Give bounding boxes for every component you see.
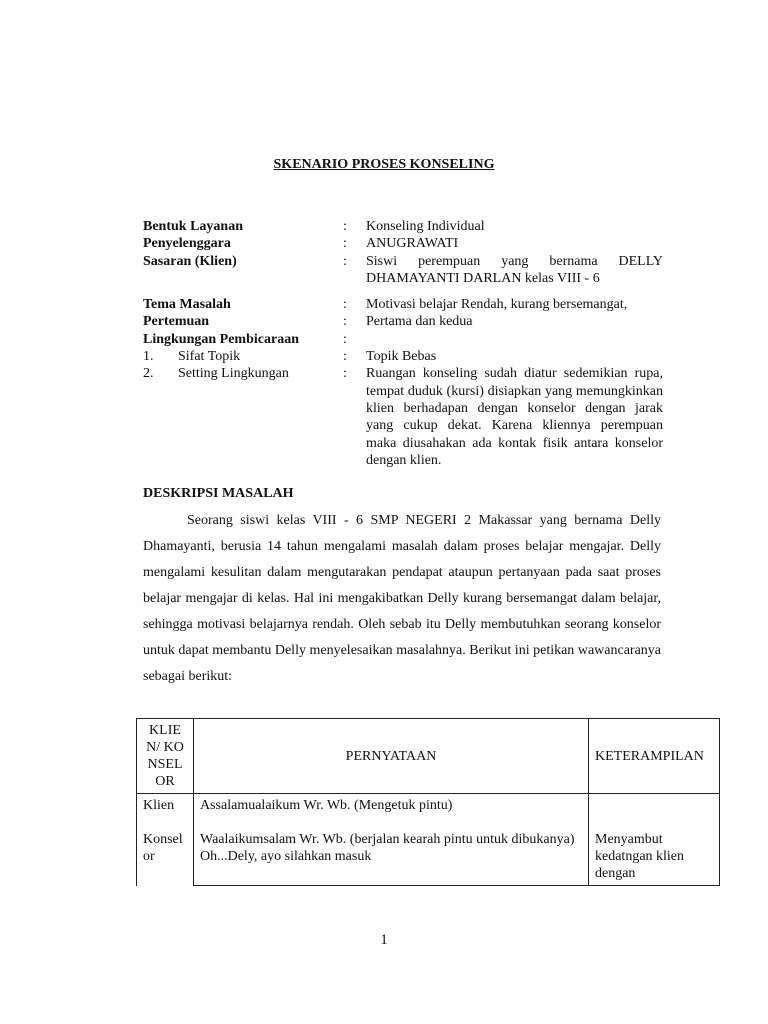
info-value: Siswi perempuan yang bernama DELLY DHAMAYANTI DARLAN kelas VIII - 6 xyxy=(366,253,663,286)
info-label xyxy=(143,365,343,469)
info-colon: : xyxy=(343,253,347,269)
document-title: SKENARIO PROSES KONSELING xyxy=(273,157,495,172)
info-row-sifat xyxy=(143,348,663,365)
info-colon: : xyxy=(343,219,347,234)
info-label: Tema Masalah xyxy=(143,297,231,313)
role-cell: Klien xyxy=(143,798,175,813)
table-header-row xyxy=(137,719,720,794)
info-label: Pertemuan xyxy=(143,314,210,330)
info-colon: : xyxy=(343,314,347,330)
info-label: Lingkungan Pembicaraan xyxy=(143,331,299,347)
section-heading: DESKRIPSI MASALAH xyxy=(143,486,294,501)
info-value: Konseling Individual xyxy=(366,219,485,234)
skill-cell xyxy=(595,797,713,814)
info-row-penyelenggara xyxy=(143,235,663,252)
statement-cell: Waalaikumsalam Wr. Wb. (berjalan kearah pintu untuk dibukanya) Oh...Dely, ayo silahkan masuk xyxy=(200,832,575,864)
item-number: 2. xyxy=(143,366,154,382)
description-paragraph: Seorang siswi kelas VIII - 6 SMP NEGERI 2 Makassar yang bernama Delly Dhamayanti, berusia 14 tahun mengalami masalah dalam proses belajar mengajar. Delly mengalami kesulitan dalam mengutarakan pendapat ataupun pertanyaan pada saat proses belajar mengajar di kelas. Hal ini mengakibatkan Delly kurang bersemangat dalam belajar, sehingga motivasi belajarnya rendah. Oleh sebab itu Delly membutuhkan seorang konselor untuk dapat membantu Delly menyelesaikan masalahnya. Berikut ini petikan wawancaranya sebagai berikut: xyxy=(143,513,661,684)
info-row-sasaran xyxy=(143,253,663,288)
info-row-lingkungan xyxy=(143,331,663,348)
info-row-bentuk xyxy=(143,218,663,235)
header-role: KLIEN/ KONSELOR xyxy=(137,719,194,794)
item-number: 1. xyxy=(143,349,154,365)
dialogue-table xyxy=(136,718,720,886)
info-row-tema xyxy=(143,296,663,313)
header-statement: PERNYATAAN xyxy=(194,719,589,794)
info-value: Topik Bebas xyxy=(366,349,437,365)
info-colon: : xyxy=(343,366,347,382)
item-label: Sifat Topik xyxy=(178,349,241,365)
info-label: Penyelenggara xyxy=(143,236,231,252)
item-label: Setting Lingkungan xyxy=(178,366,289,382)
header-skill: KETERAMPILAN xyxy=(589,719,720,794)
table-row xyxy=(137,794,720,886)
page-number: 1 xyxy=(380,932,388,948)
info-value: Motivasi belajar Rendah, kurang bersemangat, xyxy=(366,297,628,313)
info-row-setting xyxy=(143,365,663,469)
info-label: Sasaran (Klien) xyxy=(143,253,237,269)
info-row-pertemuan xyxy=(143,313,663,330)
session-info xyxy=(143,218,663,469)
info-label xyxy=(143,348,343,365)
info-label: Bentuk Layanan xyxy=(143,219,243,234)
info-value: Ruangan konseling sudah diatur sedemikian rupa, tempat duduk (kursi) disiapkan yang memungkinkan klien berhadapan dengan konselor dengan jarak yang cukup dekat. Karena kliennya perempuan maka diusahakan ada kontak fisik antara konselor dengan klien. xyxy=(366,366,663,468)
info-colon: : xyxy=(343,236,347,252)
skill-cell: Menyambut kedatngan klien dengan xyxy=(595,832,685,881)
role-cell: Konselor xyxy=(143,832,183,864)
info-colon: : xyxy=(343,297,347,313)
info-value: Pertama dan kedua xyxy=(366,314,473,330)
info-value: ANUGRAWATI xyxy=(366,236,459,252)
info-colon: : xyxy=(343,349,347,365)
info-colon: : xyxy=(343,331,347,347)
info-value xyxy=(366,331,663,348)
statement-cell: Assalamualaikum Wr. Wb. (Mengetuk pintu) xyxy=(200,798,453,813)
